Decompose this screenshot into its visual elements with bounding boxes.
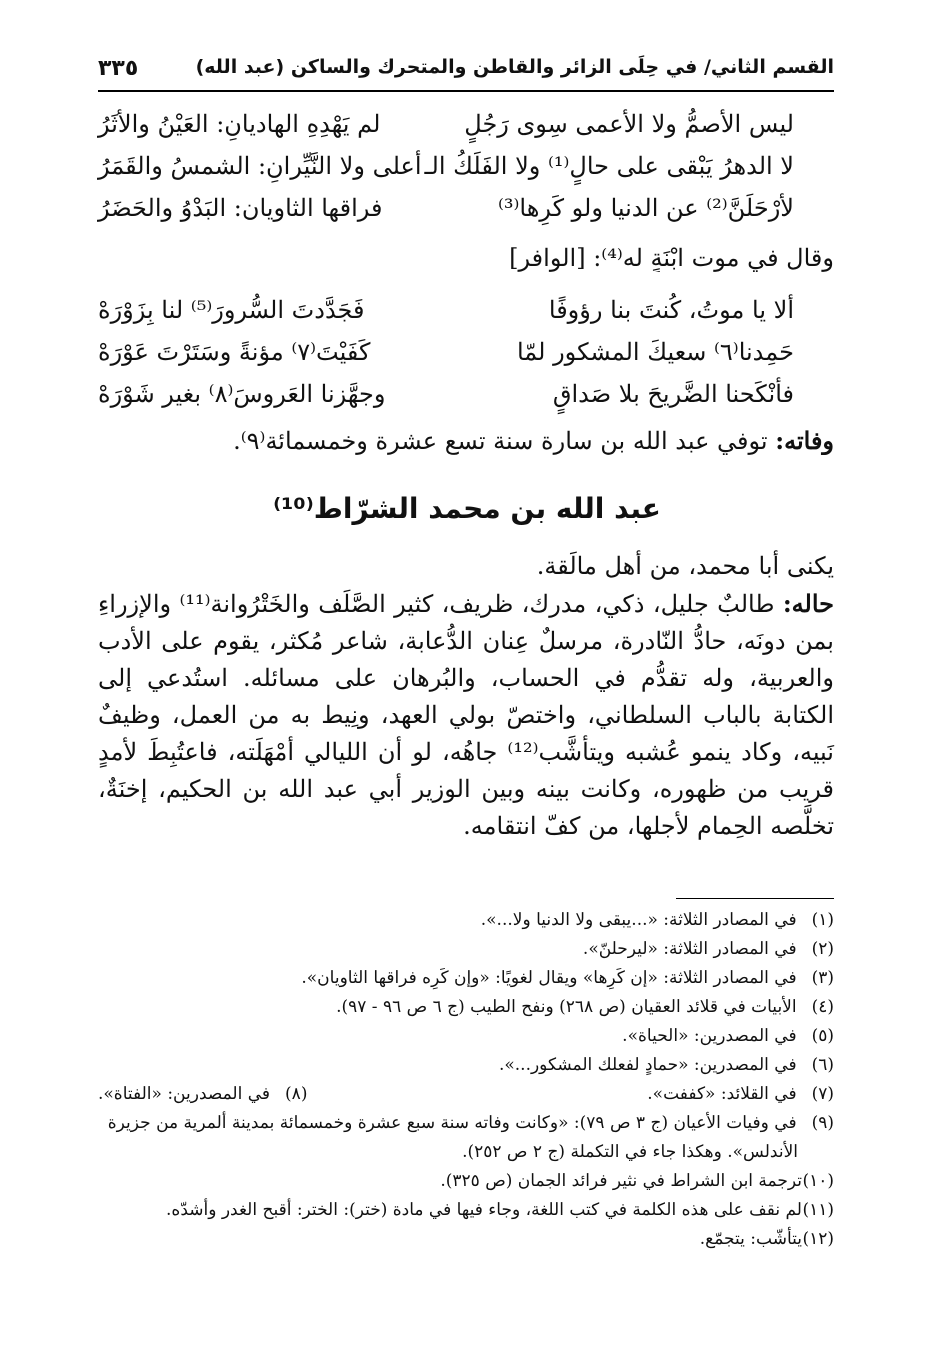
footnote-number: (١١) [802, 1200, 834, 1220]
footnote-number: (٩) [811, 1113, 834, 1133]
verse-second-hemistich: لم يَهْدِهِ الهاديانِ: العَيْنُ والأثَرُ [98, 110, 381, 138]
death-paragraph [98, 426, 834, 455]
footnote-text: في المصدرين: «حمادٍ لفعلك المشكور...». [498, 1055, 797, 1075]
footnote-number: (٥) [811, 1026, 834, 1046]
biography-body [98, 548, 834, 845]
footnote-text: في المصدرين: «الفتاة». [98, 1084, 271, 1104]
verse-first-hemistich: لأرْحَلَنَّ⁽²⁾ عن الدنيا ولو كَرِها⁽³⁾ [497, 194, 794, 222]
footnote-number: (٢) [811, 939, 834, 959]
footnote [98, 906, 834, 935]
footnote [98, 993, 834, 1022]
footnote-number: (١٠) [802, 1171, 834, 1191]
poem-1 [98, 110, 834, 236]
footnote-rule [676, 898, 834, 899]
poem-2 [98, 296, 834, 422]
running-header [98, 50, 834, 92]
verse-second-hemistich: كَفَيْتَ⁽٧⁾ مؤنةً وسَتَرْتَ عَوْرَهْ [98, 338, 371, 366]
footnote [98, 1080, 834, 1109]
footnote [98, 1109, 834, 1167]
footnote-text: لم نقف على هذه الكلمة في كتب اللغة، وجاء فيها في مادة (ختر): الختر: أقبح الغدر وأشدّه. [166, 1200, 802, 1220]
hal-paragraph [98, 585, 834, 845]
footnote-text: يتأشّب: يتجمّع. [699, 1229, 802, 1249]
verse-second-hemistich: فَجَدَّدتَ السُّرورَ⁽⁵⁾ لنا بِزَوْرَهْ [98, 296, 365, 324]
verse-first-hemistich: لا الدهرُ يَبْقى على حالٍ⁽¹⁾ ولا الفَلَكُ الـ [424, 152, 794, 180]
footnote-text: الأبيات في قلائد العقيان (ص ٢٦٨) ونفح الطيب (ج ٦ ص ٩٦ - ٩٧). [336, 997, 797, 1017]
footnote-text: في المصادر الثلاثة: «إن كَرِها» ويقال لغويًا: «وإن كَرِه فراقها الثاويان». [301, 968, 797, 988]
footnote [98, 1196, 834, 1225]
verse-line [98, 380, 834, 422]
footnote [98, 1167, 834, 1196]
footnote [98, 1022, 834, 1051]
verse-line [98, 296, 834, 338]
footnote-text: في وفيات الأعيان (ج ٣ ص ٧٩): «وكانت وفاته سنة سبع عشرة وخمسمائة بمدينة ألمرية من جزيرة الأندلس». وهكذا جاء في التكملة (ج ٢ ص ٢٥٢). [107, 1113, 798, 1162]
page-number: ٣٣٥ [98, 56, 139, 81]
hal-text: طالبٌ جليل، ذكي، مدرك، ظريف، كثير الصَّلَف والخَتْرُوانة⁽¹¹⁾ والإزراءِ بمن دونَه، حادُّ النّادرة، مرسلٌ عِنان الدُّعابة، شاعر مُكثر، يقوم على الأدب والعربية، وله تقدُّم في الحساب، والبُرهان على مسائله. استُدعي إلى الكتابة بالباب السلطاني، واختصّ بولي العهد، ونِيط به من العمل، وظيفٌ نَبيه، وكاد ينمو عُشبه ويتأشَّب⁽¹²⁾ جاهُه، لو أن الليالي أمْهَلَته، فاعتُبِطَ لأمدٍ قريب من ظهوره، وكانت بينه وبين الوزير أبي عبد الله بن الحكيم، إخنَةٌ، تخلَّصه الحِمام لأجلها، من كفّ انتقامه. [98, 590, 834, 840]
footnote [98, 1225, 834, 1254]
verse-first-hemistich: ألا يا موتُ، كُنتَ بنا رؤوفًا [548, 296, 794, 324]
footnote [98, 1051, 834, 1080]
verse-line [98, 194, 834, 236]
footnote [98, 935, 834, 964]
hal-label: حاله: [782, 589, 834, 618]
verse-first-hemistich: ليس الأصمُّ ولا الأعمى سِوى رَجُلٍ [464, 110, 794, 138]
footnote-number: (٣) [811, 968, 834, 988]
death-label: وفاته: [775, 426, 834, 455]
footnote-number: (١٢) [802, 1229, 834, 1249]
verse-second-hemistich: فراقها الثاويان: البَدْوُ والحَضَرُ [98, 194, 383, 222]
footnote-text: في المصادر الثلاثة: «ليرحلنّ». [582, 939, 797, 959]
verse-line [98, 338, 834, 380]
verse-second-hemistich: وجهَّزنا العَروسَ⁽٨⁾ بغير شَوْرَهْ [98, 380, 386, 408]
footnote-number: (١) [811, 910, 834, 930]
footnote-text: في القلائد: «كففت». [647, 1084, 797, 1104]
verse-second-hemistich: أعلى ولا النَّيِّرانِ: الشمسُ والقَمَرُ [98, 152, 422, 180]
section-heading: عبد الله بن محمد الشرّاط⁽¹⁰⁾ [273, 492, 661, 525]
footnote-number: (٦) [811, 1055, 834, 1075]
footnote [98, 964, 834, 993]
footnotes [98, 906, 834, 1254]
footnote-number: (٤) [811, 997, 834, 1017]
poem-intro: وقال في موت ابْنَةٍ له⁽⁴⁾: [الوافر] [509, 244, 834, 272]
footnote-text: في المصدرين: «الحياة». [622, 1026, 797, 1046]
running-header-title: القسم الثاني/ في حِلَى الزائر والقاطن والمتحرك والساكن (عبد الله) [195, 56, 834, 78]
footnote-paired [98, 1080, 307, 1109]
verse-first-hemistich: حَمِدنا⁽٦⁾ سعيكَ المشكور لمّا [516, 338, 794, 366]
footnote-text: في المصادر الثلاثة: «...يبقى ولا الدنيا ولا...». [480, 910, 797, 930]
death-text: توفي عبد الله بن سارة سنة تسع عشرة وخمسمائة⁽٩⁾. [233, 427, 776, 455]
footnote-number: (٨) [285, 1084, 308, 1104]
kunya-line: يكنى أبا محمد، من أهل مالَقة. [536, 552, 834, 580]
footnote-text: ترجمة ابن الشراط في نثير فرائد الجمان (ص ٣٢٥). [440, 1171, 802, 1191]
footnote-number: (٧) [811, 1084, 834, 1104]
verse-line [98, 110, 834, 152]
verse-line [98, 152, 834, 194]
verse-first-hemistich: فأنْكَحنا الضَّريحَ بلا صَداقٍ [552, 380, 794, 408]
